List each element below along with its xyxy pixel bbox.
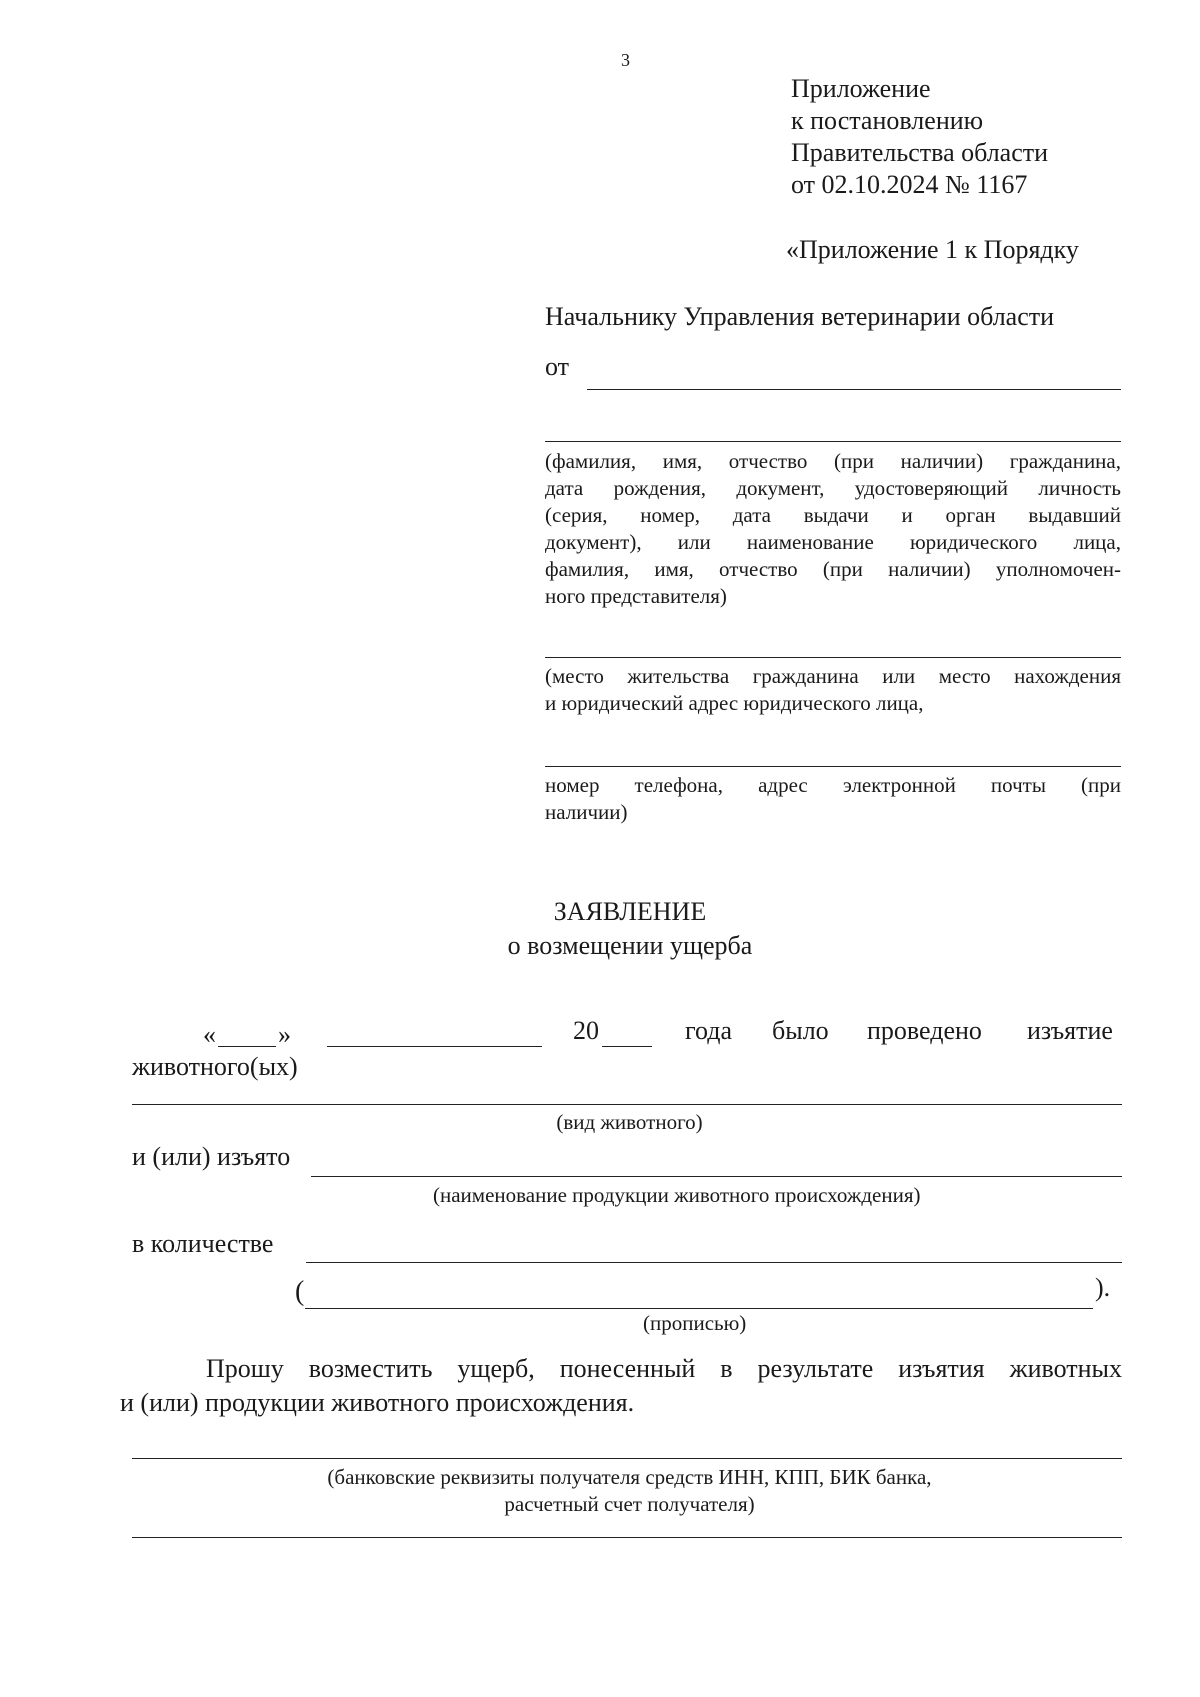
date-close-quote: » <box>278 1020 291 1049</box>
product-hint: (наименование продукции животного происхождения) <box>433 1183 921 1207</box>
seizure-word: года <box>685 1016 733 1045</box>
quantity-label: в количестве <box>132 1229 274 1258</box>
quantity-in-words-field[interactable] <box>305 1308 1093 1309</box>
animal-type-field[interactable] <box>132 1104 1122 1105</box>
request-line: Прошу возместить ущерб, понесенный в результате изъятия животных <box>206 1354 1122 1383</box>
contact-hint-line: наличии) <box>545 800 628 824</box>
animal-type-hint: (вид животного) <box>556 1110 703 1134</box>
appendix-line: от 02.10.2024 № 1167 <box>791 170 1028 199</box>
bank-details-field[interactable] <box>132 1458 1122 1459</box>
year-field[interactable] <box>602 1046 652 1047</box>
year-prefix: 20 <box>573 1016 599 1045</box>
address-hint-line: и юридический адрес юридического лица, <box>545 691 924 715</box>
from-line[interactable] <box>587 389 1121 390</box>
from-label: от <box>545 352 570 381</box>
page-number: 3 <box>621 50 630 70</box>
document-title: ЗАЯВЛЕНИЕ <box>553 897 707 926</box>
document-subtitle: о возмещении ущерба <box>507 931 753 960</box>
address-hint-line: (место жительства гражданина или место нахождения <box>545 664 1121 688</box>
seizure-word: проведено <box>867 1016 982 1045</box>
date-open-quote: « <box>203 1020 216 1049</box>
bank-details-field-2[interactable] <box>132 1537 1122 1538</box>
paren-open: ( <box>295 1276 305 1307</box>
contact-hint-line: номер телефона, адрес электронной почты (при <box>545 773 1121 797</box>
applicant-hint-line: (фамилия, имя, отчество (при наличии) гражданина, <box>545 449 1121 473</box>
order-appendix: «Приложение 1 к Порядку <box>786 235 1079 264</box>
applicant-hint-line: дата рождения, документ, удостоверяющий личность <box>545 476 1121 500</box>
month-field[interactable] <box>327 1046 542 1047</box>
address-line[interactable] <box>545 657 1121 658</box>
request-line: и (или) продукции животного происхождения. <box>120 1388 635 1417</box>
appendix-line: Правительства области <box>791 138 1049 167</box>
product-field[interactable] <box>311 1176 1122 1177</box>
appendix-line: Приложение <box>791 74 931 103</box>
animals-label: животного(ых) <box>132 1052 298 1081</box>
applicant-line[interactable] <box>545 441 1121 442</box>
seizure-word: было <box>772 1016 829 1045</box>
appendix-line: к постановлению <box>791 106 984 135</box>
applicant-hint-line: ного представителя) <box>545 584 727 608</box>
quantity-field[interactable] <box>306 1262 1122 1263</box>
applicant-hint-line: (серия, номер, дата выдачи и орган выдавший <box>545 503 1121 527</box>
applicant-hint-line: фамилия, имя, отчество (при наличии) уполномочен- <box>545 557 1121 581</box>
in-words-hint: (прописью) <box>643 1311 747 1335</box>
paren-close: ). <box>1095 1273 1111 1302</box>
addressee-to: Начальнику Управления ветеринарии области <box>545 302 1055 331</box>
seized-label: и (или) изъято <box>132 1142 291 1171</box>
day-field[interactable] <box>218 1046 276 1047</box>
bank-hint-line: (банковские реквизиты получателя средств ИНН, КПП, БИК банка, <box>327 1465 932 1489</box>
bank-hint-line: расчетный счет получателя) <box>504 1492 755 1516</box>
seizure-word: изъятие <box>1027 1016 1113 1045</box>
applicant-hint-line: документ), или наименование юридического лица, <box>545 530 1121 554</box>
contact-line[interactable] <box>545 766 1121 767</box>
